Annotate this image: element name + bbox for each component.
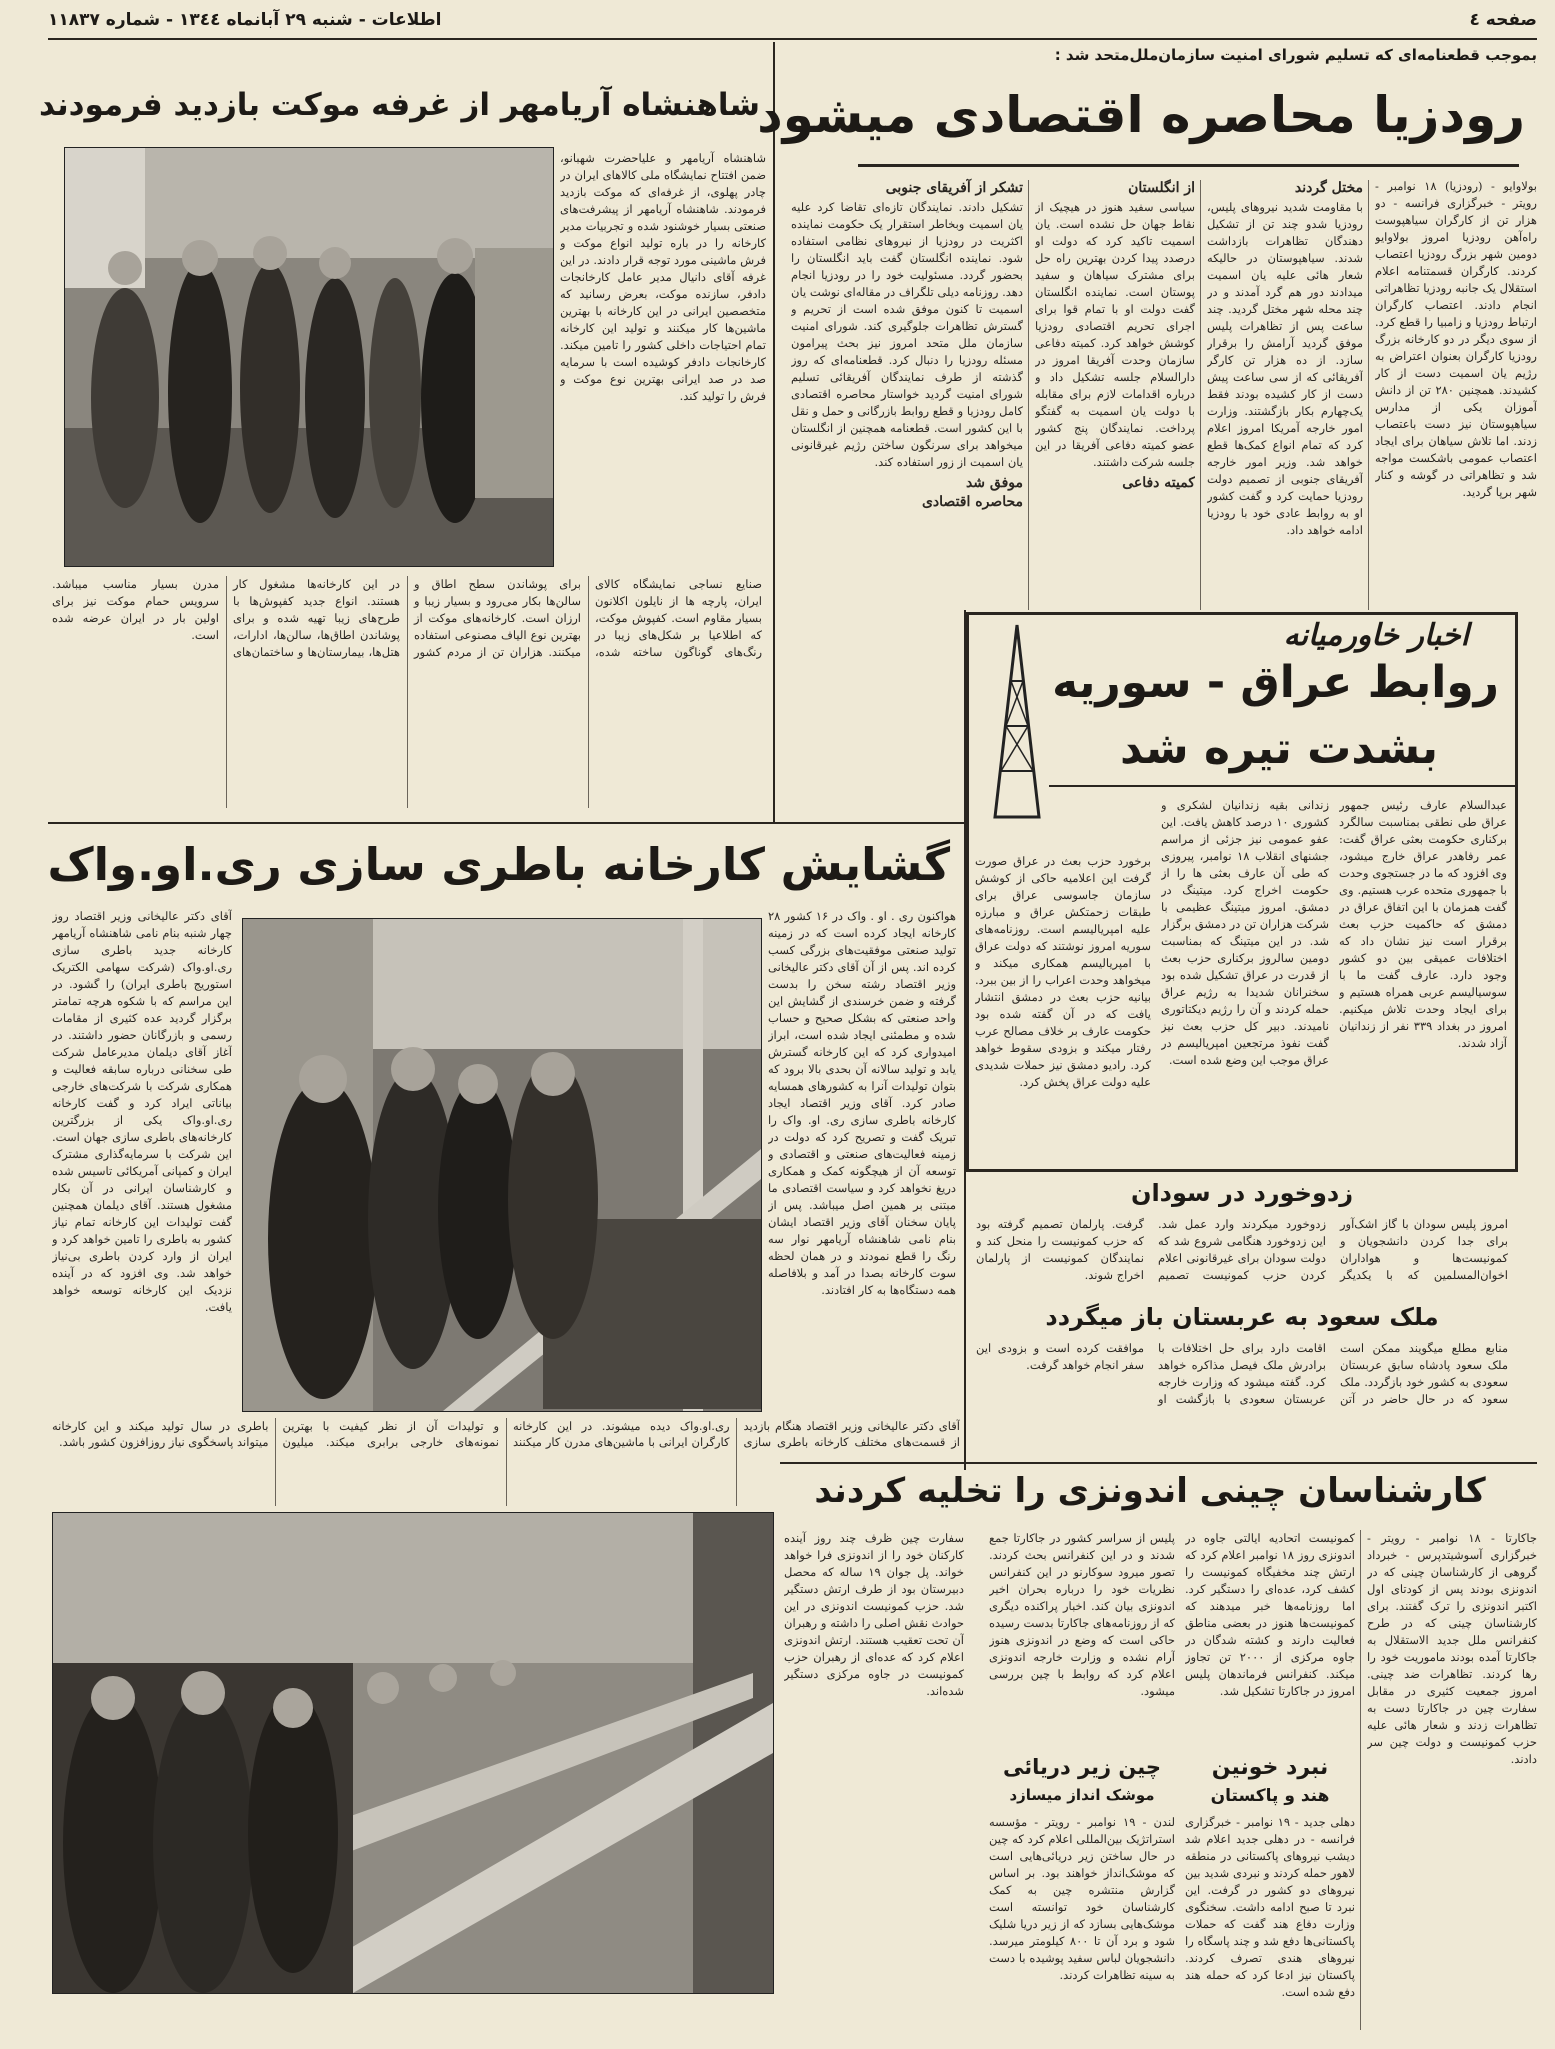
- china-col-4-text: سفارت چین ظرف چند روز آینده کارکنان خود را از اندونزی فرا خواهد خواند. پل جوان ۱۹ ساله که محصل دبیرستان بود از طرف ارتش دستگیر شد. حزب کمونیست اندونزی در این حوادث نقش اصلی را داشته و رهبران آن تحت تعقیب هستند. ارتش اندونزی اعلام کرد که عده‌ای از رهبران حزب کمونیست در جاوه مرکزی دستگیر شده‌اند.: [784, 1531, 964, 1698]
- factory-floor-photo: [52, 1512, 774, 1994]
- india-headline-1: نبرد خونین: [1211, 1755, 1329, 1780]
- top-rule: [48, 38, 1537, 40]
- rhodesia-subhead-3: تشکر از آفریقای جنوبی: [885, 180, 1023, 196]
- rhodesia-headline: رودزیا محاصره اقتصادی میشود: [757, 86, 1525, 144]
- rhodesia-subhead-4: کمیته دفاعی: [1122, 475, 1195, 491]
- rhodesia-col-3: [1035, 178, 1195, 608]
- india-headline-2: هند و پاکستان: [1210, 1786, 1330, 1806]
- mideast-col-1-text: عبدالسلام عارف رئیس جمهور عراق طی نطقی بمناسبت سالگرد برکناری حکومت بعثی عراق گفت: عمر رفاهدر عراق خارج میشود، وی افزود که ما در جستجوی وحدت با جمهوری متحده عرب هستیم. وی گفت همزمان با این اتفاق عراق در دمشق که حاکمیت حزب بعث برقرار است نیز نشان داد که اختلافات عمیقی بین دو کشور وجود دارد. عارف گفت ما با سوسیالیسم عربی همراه هستیم و برای ایجاد وحدت تلاش میکنیم. امروز در بغداد ۳۳۹ نفر از زندانیان آزاد شدند.: [1339, 798, 1507, 1050]
- india-text-body: دهلی جدید - ۱۹ نوامبر - خبرگزاری فرانسه - در دهلی جدید اعلام شد دیشب نیروهای پاکستانی در منطقه لاهور حمله کردند و نبردی شدید بین نیروهای دو کشور در گرفت. این نبرد تا صبح ادامه داشت. سخنگوی وزارت دفاع هند گفت که حملات پاکستانی‌ها دفع شد و چند پاسگاه را نیروهای هندی تصرف کردند. پاکستان نیز ادعا کرد که حمله هند دفع شده است.: [1185, 1815, 1355, 1999]
- battery-col-mid-text: آقای دکتر عالیخانی وزیر اقتصاد روز چهار شنبه بنام نامی شاهنشاه آریامهر کارخانه جدید باطری سازی ری.او.واک (شرکت سهامی الکتریک استوریج باطری ایران) را گشود. در این مراسم که با شکوه هرچه تمامتر برگزار گردید عده کثیری از مقامات رسمی و بازرگانان حضور داشتند. در آغاز آقای دیلمان مدیرعامل شرکت طی سخنانی درباره سابقه فعالیت و همکاری شرکت با شرکت‌های خارجی بیاناتی ایراد کرد و گفت کارخانه ری.او.واک یکی از بزرگترین کارخانه‌های باطری سازی جهان است. این شرکت با سرمایه‌گذاری مشترک ایران و کمپانی آمریکائی تاسیس شده و کارشناسان ایرانی در آن بکار مشغول هستند. آقای دیلمان همچنین گفت تولیدات این کارخانه تمام نیاز کشور به باطری را تامین خواهد کرد و ایران از وارد کردن باطری بی‌نیاز خواهد شد. وی افزود که در آینده نزدیک این کارخانه توسعه خواهد یافت.: [52, 909, 232, 1314]
- rhodesia-col-2-text: با مقاومت شدید نیروهای پلیس، رودزیا شدو چند تن از تشکیل دهندگان تظاهرات بازداشت شدند. سیاهپوستان در حالیکه شعار هائی علیه یان اسمیت میدادند دور هم گرد آمدند و در چند محله شهر مختل گردید. چند ساعت پس از تظاهرات پلیس موفق گردید آرامش را برقرار سازد. از ده هزار تن کارگر آفریقائی که از سی ساعت پیش دست از کار کشیده بودند فقط یک‌چهارم بکار بازگشتند. وزارت امور خارجه آمریکا امروز اعلام کرد که تمام انواع کمک‌ها قطع خواهد شد. وزیر امور خارجه آفریقای جنوبی از تصمیم دولت رودزیا حمایت کرد و گفت کشور او به روابط عادی خود با رودزیا ادامه خواهد داد.: [1207, 200, 1363, 537]
- china-col-2-text: کمونیست اتحادیه ایالتی جاوه در اندونزی روز ۱۸ نوامبر اعلام کرد که ارتش چند مخفیگاه کمونیست را کشف کرد، عده‌ای را دستگیر کرد. اما روزنامه‌ها خبر میدهند که کمونیست‌ها هنوز در بعضی مناطق فعالیت دارند و کشته شدگان در جاوه مرکزی از ۲۰۰۰ تن تجاوز میکند. کنفرانس فرماندهان پلیس امروز در جاکارتا تشکیل شد.: [1185, 1531, 1355, 1698]
- mideast-headline-1: روابط عراق - سوریه: [1052, 657, 1499, 708]
- chinasub-headline-1: چین زیر دریائی: [1002, 1755, 1162, 1779]
- rhodesia-kicker: بموجب قطعنامه‌ای که تسلیم شورای امنیت سازمان‌ملل‌متحد شد :: [1054, 46, 1537, 64]
- col-sep: [1360, 1530, 1361, 2030]
- chinasub-headline-2: موشک انداز میسازد: [1009, 1786, 1155, 1804]
- china-col-3-text: پلیس از سراسر کشور در جاکارتا جمع شدند و در این کنفرانس بحث کردند. تصور میرود سوکارنو در این کنفرانس نظریات خود را درباره بحران اخیر اندونزی بیان کند. اخبار پراکنده دیگری که از روزنامه‌های جاکارتا بدست رسیده حاکی است که وضع در اندونزی هنوز آرام نشده و وزارت خارجه اندونزی اعلام کرد که روابط با چین بررسی میشود.: [989, 1531, 1175, 1698]
- col-sep: [1200, 180, 1201, 610]
- rhodesia-col-3-text: سیاسی سفید هنوز در هیچیک از نقاط جهان حل نشده است. یان اسمیت تاکید کرد که دولت او درصدد پیدا کردن بهترین راه حل برای مشترک سیاهان و سفید پوستان است. نماینده انگلستان گفت دولت او با تمام قوا برای اجرای تحریم اقتصادی رودزیا کوشش خواهد کرد. کمیته دفاعی سازمان وحدت آفریقا امروز در دارالسلام جلسه تشکیل داد و درباره اقدامات لازم برای مقابله با دولت یان اسمیت به گفتگو پرداخت. نمایندگان پنج کشور عضو کمیته دفاعی آفریقا در این جلسه شرکت داشتند.: [1035, 200, 1195, 469]
- sudan-text-body: امروز پلیس سودان با گاز اشک‌آور برای جدا کردن دانشجویان و کمونیست‌ها و هواداران اخوان‌المسلمین که با یکدیگر زدوخورد میکردند وارد عمل شد. این زدوخورد هنگامی شروع شد که دولت سودان برای غیرقانونی اعلام کردن حزب کمونیست تصمیم گرفت. پارلمان تصمیم گرفته بود که حزب کمونیست را منحل کند و نمایندگان کمونیست از پارلمان اخراج شوند.: [976, 1217, 1508, 1282]
- rhodesia-subhead-6: محاصره اقتصادی: [921, 494, 1023, 510]
- china-col-2: [1185, 1530, 1355, 1748]
- page-number: صفحه ٤: [1469, 10, 1537, 30]
- sudan-text: [976, 1216, 1508, 1300]
- battery-col-right-text: هواکنون ری . او . واک در ۱۶ کشور ۲۸ کارخانه ایجاد کرده است که در زمینه تولید صنعتی موفقیت‌های بزرگی کسب کرده اند. پس از آن آقای دکتر عالیخانی وزیر اقتصاد رشته سخن را بدست گرفته و ضمن خرسندی از گشایش این واحد صنعتی که بشکل صحیح و حساب شده و مطمئنی ایجاد شده است، ابراز امیدواری کرد که این کارخانه گسترش یابد و تولید سالانه آن بحدی بالا برود که بتوان تولیدات آنرا به کشورهای همسایه صادر کرد. آقای وزیر اقتصاد ایجاد کارخانه باطری سازی ری. او. واک را تبریک گفت و تصریح کرد که دولت در زمینه فعالیت‌های صنعتی و اقتصادی و توسعه آن از هیچگونه کمک و همکاری دریغ نخواهد کرد و سیاست اقتصادی ما مبتنی بر همین اصل میباشد. پس از پایان سخنان آقای وزیر اقتصاد ایشان بنام نامی شاهنشاه آریامهر نوار سه رنگ را قطع نمودند و در همان لحظه سوت کارخانه بصدا در آمد و بلافاصله همه دستگاه‌ها به کار افتادند.: [768, 909, 956, 1297]
- rhodesia-col-1-text: بولاوایو - (رودزیا) ۱۸ نوامبر - رویتر - خبرگزاری فرانسه - دو هزار تن از کارگران سیاهپوست راه‌آهن رودزیا امروز بولاوایو دومین شهر بزرگ رودزیا اعتصاب کردند. کارگران قسمتنامه اعلام استقلال یک جانبه رودزیا تظاهراتی انجام دادند. اعتصاب کارگران ارتباط رودزیا و زامبیا را قطع کرد. از سوی دیگر در دو کارخانه بزرگ رودزیا کارگران بعنوان اعتراض به رژیم یان اسمیت دست از کار کشیدند. همچنین ۲۸۰ تن از دانش آموزان یکی از مدارس سیاهپوستان نیز دست باعتصاب زدند. اما تلاش سیاهان برای ایجاد اعتصاب عمومی باشکست مواجه شد و تظاهراتی در گوشه و کنار شهر برپا گردید.: [1375, 179, 1537, 499]
- china-col-1-text: جاکارتا - ۱۸ نوامبر - رویتر - خبرگزاری آسوشیتدپرس - خبرداد گروهی از کارشناسان چینی که در اندونزی بودند پس از کودتای اول اکتبر اندونزی را ترک گفتند. برای کارشناسان چینی که در طرح کنفرانس ملل جدید الاستقلال به جاکارتا آمده بودند ماموریت خود را رها کردند. تظاهرات ضد چینی. امروز جمعیت کثیری در مقابل سفارت چین در جاکارتا دست به تظاهرات زدند و شعار هائی علیه حزب کمونیست و دولت چین سر دادند.: [1367, 1531, 1537, 1766]
- china-col-4: [784, 1530, 964, 2030]
- mideast-col-2-text: زندانی بقیه زندانیان لشکری و کشوری ۱۰ درصد کاهش یافت. این عفو عمومی نیز جزئی از مراسم جشنهای انقلاب ۱۸ نوامبر، پیروزی که طی آن عارف بعثی ها را از حکومت اخراج کرد. میتینگ در دمشق. امروز میتینگ عظیمی با شرکت هزاران تن در دمشق برگزار شد. در این میتینگ که بمناسبت دومین سالروز برکناری حزب بعث از قدرت در عراق تشکیل شده بود سخنرانان شدیدا به رژیم عراق حمله کردند و آن را رژیم دیکتاتوری نامیدند. دبیر کل حزب بعث نیز گفت نفوذ مرتجعین امپریالیسم در عراق موجب این وضع شده است.: [1161, 798, 1329, 1067]
- col-sep: [1028, 180, 1029, 610]
- shah-text-bottom-body: صنایع نساجی نمایشگاه کالای ایران، پارچه ها از نایلون اکلانون بسیار مقاوم است. کفپوش موکت، که اطلاعیا بر شکل‌های زیبا در رنگ‌های گوناگون ساخته شده، برای پوشاندن سطح اطاق و سالن‌ها بکار می‌رود و بسیار زیبا و ارزان است. کارخانه‌های موکت از بهترین نوع الیاف مصنوعی استفاده میکنند. هزاران تن از مردم کشور در این کارخانه‌ها مشغول کار هستند. انواع جدید کفپوش‌ها با طرح‌های زیبا تهیه شده و برای پوشاندن اطاق‌ها، سالن‌ها، ادارات، هتل‌ها، بیمارستان‌ها و ساختمان‌های مدرن بسیار مناسب میباشد. سرویس حمام موکت نیز برای اولین بار در ایران عرضه شده است.: [52, 577, 762, 659]
- china-col-1: [1367, 1530, 1537, 2030]
- mideast-label: اخبار خاورمیانه: [1283, 618, 1469, 653]
- top-center-divider: [773, 42, 775, 822]
- mideast-col-1: [1339, 797, 1507, 1165]
- rhodesia-subhead-2: از انگلستان: [1128, 180, 1195, 196]
- rhodesia-col-4: [791, 178, 1023, 608]
- rhodesia-subhead-5: موفق شد: [965, 475, 1023, 491]
- mideast-col-3-text: برخورد حزب بعث در عراق صورت گرفت این اعلامیه حاکی از کوشش سازمان جاسوسی عراق برای طبقات زحمتکش عراق و مبارزه علیه امپریالیسم است. روزنامه‌های سوریه امروز نوشتند که دولت عراق با امپریالیسم همکاری میکند و میخواهد وحدت اعراب را از بین ببرد. بیانیه حزب بعث در دمشق انتشار یافت که در آن گفته شده بود حکومت عارف بر خلاف مصالح عرب رفتار میکند و بزودی سقوط خواهد کرد. رادیو دمشق نیز حملات شدیدی علیه دولت عراق پخش کرد.: [975, 854, 1151, 1089]
- battery-col-right: [768, 908, 956, 1453]
- col-sep: [1368, 180, 1369, 610]
- rhodesia-col-2: [1207, 178, 1363, 608]
- shah-headline: شاهنشاه آریامهر از غرفه موکت بازدید فرمودند: [39, 87, 760, 123]
- mideast-col-2: [1161, 797, 1329, 1165]
- battery-headline: گشایش کارخانه باطری سازی ری.او.واک: [47, 838, 950, 891]
- mideast-headline-2: بشدت تیره شد: [1119, 723, 1439, 774]
- battery-top-rule: [48, 822, 968, 824]
- derrick-icon: [987, 621, 1047, 821]
- mideast-rule: [1049, 785, 1515, 787]
- battery-photo: [242, 918, 762, 1412]
- saud-headline: ملک سعود به عربستان باز میگردد: [1045, 1303, 1439, 1331]
- saud-text-body: منابع مطلع میگویند ممکن است ملک سعود پادشاه سابق عربستان سعودی به کشور خود بازگردد. ملک سعود که در حال حاضر در آتن اقامت دارد برای حل اختلافات با برادرش ملک فیصل مذاکره خواهد کرد. گفته میشود که وزارت خارجه عربستان سعودی با بازگشت او موافقت کرده است و بزودی این سفر انجام خواهد گرفت.: [976, 1341, 1508, 1406]
- mideast-col-3: [975, 853, 1151, 1165]
- shah-photo: [64, 147, 554, 567]
- china-top-rule: [780, 1462, 1537, 1464]
- rhodesia-col-1: [1375, 178, 1537, 608]
- shah-text-right-body: شاهنشاه آریامهر و علیاحضرت شهبانو، ضمن افتتاح نمایشگاه ملی کالاهای ایران در چادر پهلوی، از غرفه‌ای که موکت بازدید فرمودند. شاهنشاه آریامهر از پیشرفت‌های صنعتی بسیار خوشنود شده و تجربیات مدیر کارخانه را در باره تولید انواع موکت و فرش ماشینی مورد توجه قرار دادند. در این غرفه آقای دانیال مدیر عامل کارخانجات دادفر، سازنده موکت، بعرض رسانید که متخصصین ایرانی در این کارخانه با بهترین ماشین‌ها کار میکنند و تولید این کارخانه تمام احتیاجات داخلی کشور را تامین میکند. کارخانجات دادفر کوشیده است با سرمایه صد در صد ایرانی بهترین نوع موکت و فرش را تولید کند.: [560, 151, 766, 403]
- saud-text: [976, 1340, 1508, 1452]
- rhodesia-subhead-1: مختل گردند: [1294, 180, 1363, 196]
- mideast-box: [966, 612, 1518, 1172]
- battery-photo-caption-text: آقای دکتر عالیخانی وزیر اقتصاد هنگام بازدید از قسمت‌های مختلف کارخانه باطری سازی ری.او.واک دیده میشوند. در این کارخانه کارگران ایرانی با ماشین‌های مدرن کار میکنند و تولیدات آن از نظر کیفیت با بهترین نمونه‌های خارجی برابری میکند. میلیون باطری در سال تولید میکند و این کارخانه میتواند پاسخگوی نیاز روزافزون کشور باشد.: [52, 1419, 960, 1449]
- issue-info: اطلاعات - شنبه ۲۹ آبانماه ۱۳٤٤ - شماره ۱۱۸۳۷: [48, 10, 442, 30]
- sudan-headline: زدوخورد در سودان: [1130, 1179, 1354, 1207]
- rhodesia-headline-rule: [858, 164, 1519, 167]
- chinasub-text-body: لندن - ۱۹ نوامبر - رویتر - مؤسسه استراتژیک بین‌المللی اعلام کرد که چین در حال ساختن زیر دریائی‌هایی است که موشک‌انداز خواهند بود. بر اساس گزارش منتشره چین به کمک کارشناسان خود توانسته است موشک‌هایی بسازد که از زیر دریا شلیک شود و برد آن تا ۸۰۰ کیلومتر میرسد. دانشجویان لباس سفید پوشیده با دست به سینه تظاهرات کردند.: [989, 1815, 1175, 1982]
- chinasub-text: [989, 1814, 1175, 2030]
- shah-text-bottom: [52, 576, 762, 808]
- china-col-3: [989, 1530, 1175, 1748]
- china-headline: کارشناسان چینی اندونزی را تخلیه کردند: [814, 1471, 1486, 1511]
- battery-col-mid: [52, 908, 232, 1413]
- india-text: [1185, 1814, 1355, 2030]
- shah-text-right: [560, 150, 766, 568]
- rhodesia-col-4-text: تشکیل دادند. نمایندگان تازه‌ای تقاضا کرد علیه یان اسمیت وبخاطر استقرار یک حکومت نماینده اکثریت در رودزیا از نیروهای نظامی استفاده شود. نماینده انگلستان گفت باید انگلستان را بحضور گردد. مسئولیت خود را در رودزیا انجام دهد. روزنامه دیلی تلگراف در مقاله‌ای نوشت یان اسمیت تا کنون موفق شده است از تحریم و گسترش تظاهرات جلوگیری کند. شورای امنیت سازمان ملل متحد امروز نیز بحث پیرامون مسئله رودزیا را دنبال کرد. قطعنامه‌ای که روز گذشته از طرف نمایندگان آفریقائی تسلیم شورای امنیت گردید خواستار محاصره اقتصادی کامل رودزیا و قطع روابط بازرگانی و حمل و نقل با این کشور است. قطعنامه همچنین از انگلستان میخواهد برای سرنگون ساختن رژیم غیرقانونی یان اسمیت از زور استفاده کند.: [791, 200, 1023, 469]
